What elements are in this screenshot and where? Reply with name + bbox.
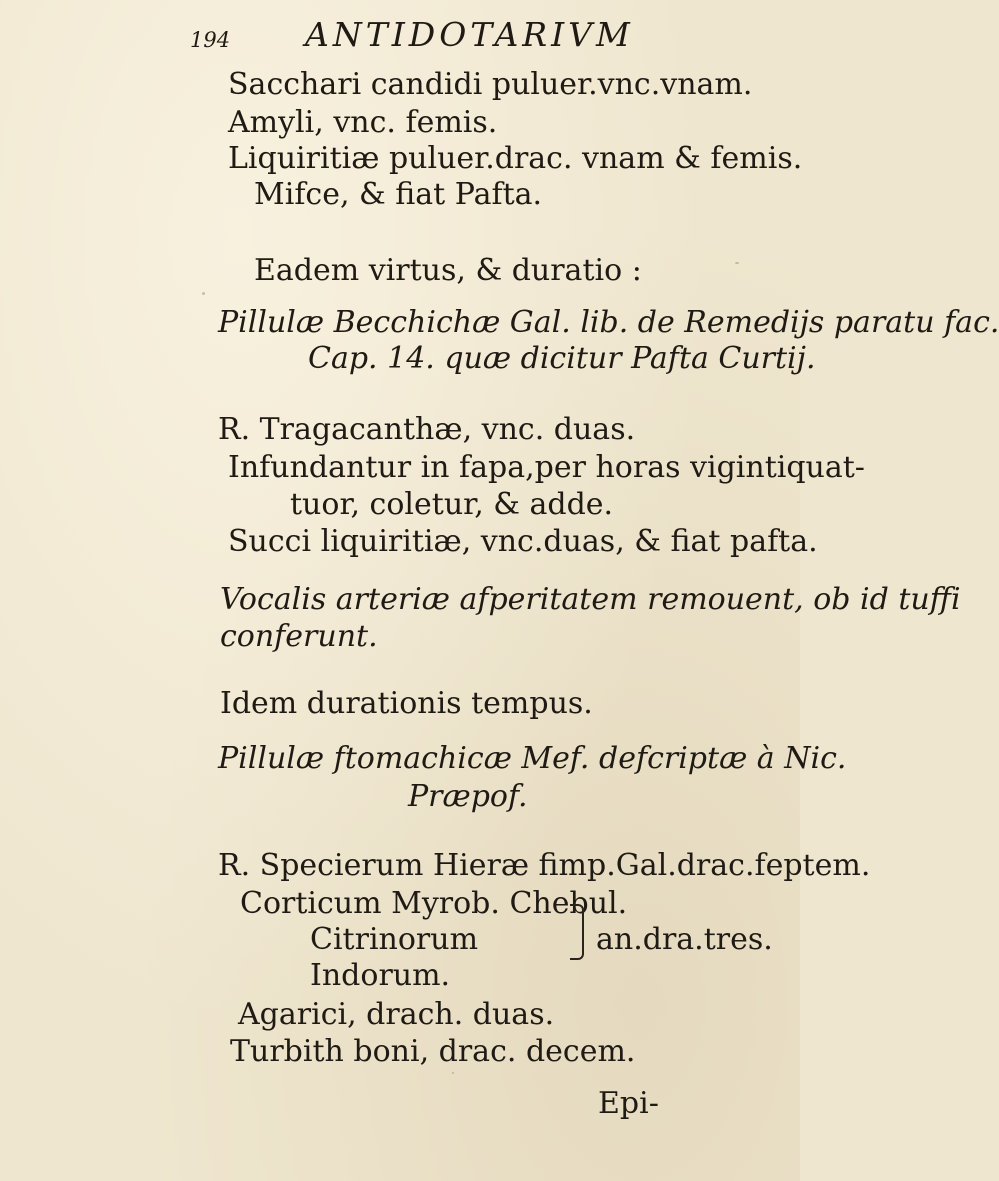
paper-speck — [452, 1072, 454, 1074]
recipe-line: Agarici, drach. duas. — [238, 997, 555, 1032]
running-title: ANTIDOTARIVM — [305, 15, 634, 54]
usage-note: Vocalis arteriæ afperitatem remouent, ob id tuffi — [220, 582, 961, 617]
recipe-line: Citrinorum — [310, 922, 479, 957]
page-number: 194 — [190, 28, 231, 52]
recipe-line: Succi liquiritiæ, vnc.duas, & fiat pafta. — [228, 524, 818, 559]
recipe-line: Sacchari candidi puluer.vnc.vnam. — [228, 67, 753, 102]
recipe-line: Liquiritiæ puluer.drac. vnam & femis. — [228, 141, 803, 176]
paper-speck — [202, 292, 205, 295]
recipe-heading: Pillulæ ftomachicæ Mef. defcriptæ à Nic. — [218, 741, 847, 776]
recipe-heading: Pillulæ Becchichæ Gal. lib. de Remedijs paratu fac. — [218, 305, 999, 340]
recipe-line: R. Specierum Hieræ fimp.Gal.drac.feptem. — [218, 848, 871, 883]
note-line: Eadem virtus, & duratio : — [254, 253, 642, 288]
recipe-line: Mifce, & fiat Pafta. — [254, 177, 543, 212]
catchword: Epi- — [598, 1086, 659, 1121]
recipe-heading: Cap. 14. quæ dicitur Pafta Curtij. — [308, 341, 816, 376]
recipe-line: Amyli, vnc. femis. — [228, 105, 498, 140]
recipe-line: Indorum. — [310, 958, 451, 993]
paper-speck — [735, 262, 739, 264]
recipe-line: tuor, coletur, & adde. — [290, 487, 614, 522]
usage-note: conferunt. — [220, 619, 378, 654]
recipe-line: Infundantur in fapa,per horas vigintiquat- — [228, 450, 865, 485]
recipe-line: Turbith boni, drac. decem. — [230, 1034, 636, 1069]
recipe-line: R. Tragacanthæ, vnc. duas. — [218, 412, 636, 447]
brace-top — [570, 904, 584, 960]
note-line: Idem durationis tempus. — [220, 686, 593, 721]
quantity-note: an.dra.tres. — [596, 922, 773, 957]
recipe-heading: Præpof. — [408, 779, 528, 814]
recipe-line: Corticum Myrob. Chebul. — [240, 886, 628, 921]
